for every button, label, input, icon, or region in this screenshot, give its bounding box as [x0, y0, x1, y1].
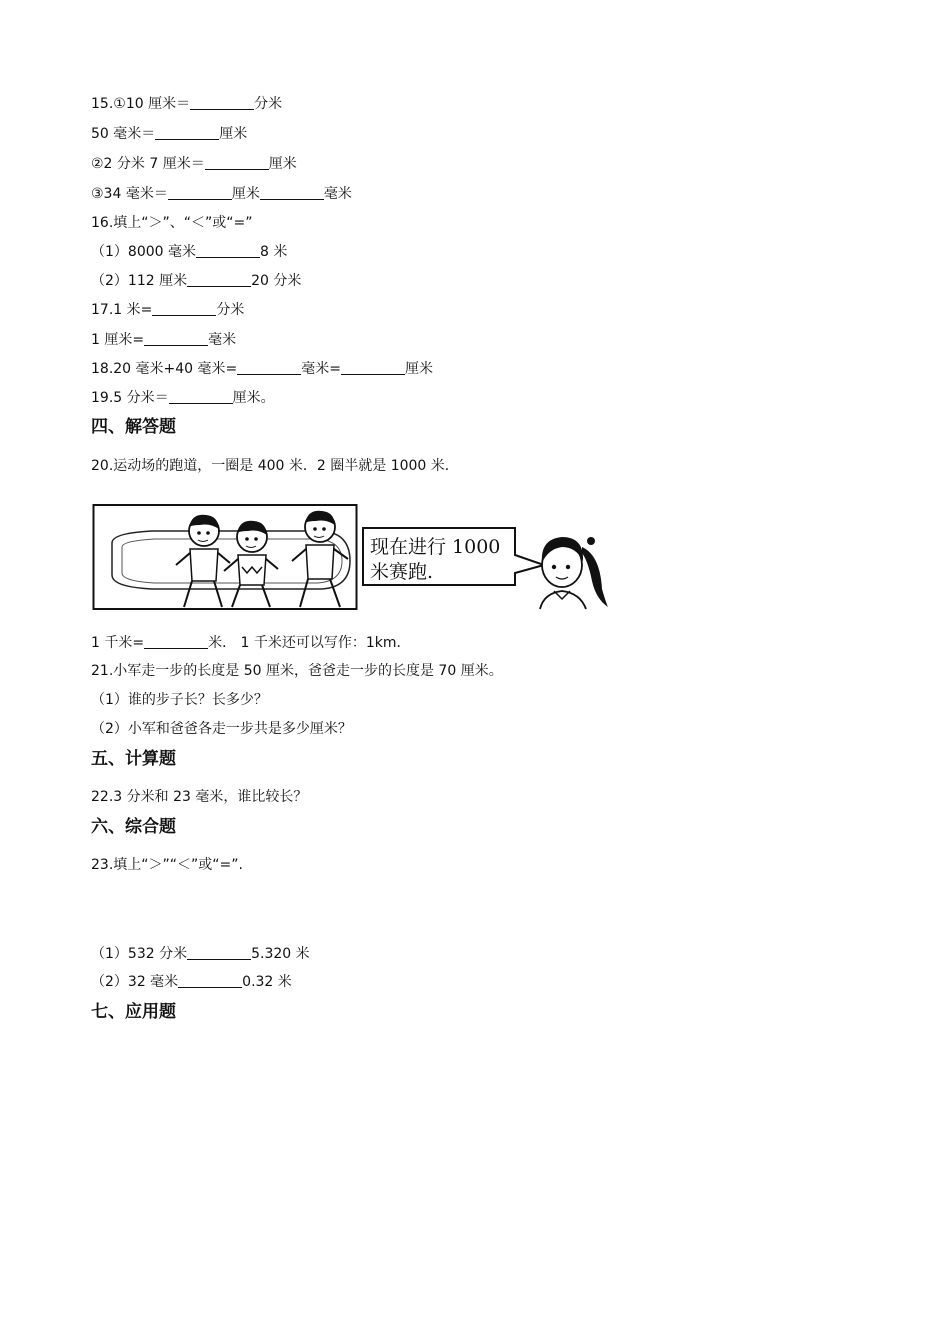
q20-after-unit: 米． 1 千米还可以写作：1km． — [208, 635, 411, 651]
bubble-line-2: 米赛跑. — [370, 561, 434, 583]
q17-line1-text: 17.1 米= — [91, 302, 153, 318]
q20-after-text: 1 千米= — [91, 635, 145, 651]
q19-text: 19.5 分米＝ — [91, 390, 169, 406]
q16-part1 — [91, 243, 287, 261]
q16-part2-unit: 20 分米 — [251, 273, 302, 289]
q23-part2-unit: 0.32 米 — [242, 974, 292, 990]
q23-part1 — [91, 945, 310, 963]
q16-part1-text: （1）8000 毫米 — [91, 244, 196, 260]
q23-part2 — [91, 973, 292, 991]
q17-line1 — [91, 301, 244, 319]
q21-part2: （2）小军和爸爸各走一步共是多少厘米？ — [91, 721, 352, 737]
q18-unit1: 毫米= — [301, 361, 341, 377]
girl-icon — [540, 537, 608, 609]
answer-blank[interactable] — [196, 243, 260, 258]
answer-blank[interactable] — [260, 185, 324, 200]
q17-line2-text: 1 厘米= — [91, 332, 145, 348]
answer-blank[interactable] — [155, 125, 219, 140]
answer-blank[interactable] — [144, 331, 208, 346]
q15-line3-text: ②2 分米 7 厘米＝ — [91, 156, 205, 172]
answer-blank[interactable] — [152, 301, 216, 316]
q16-stem: 16.填上“＞”、“＜”或“=” — [91, 215, 253, 231]
answer-blank[interactable] — [205, 155, 269, 170]
q15-line2-text: 50 毫米＝ — [91, 126, 156, 142]
answer-blank[interactable] — [178, 973, 242, 988]
answer-blank[interactable] — [187, 945, 251, 960]
q15-line4-unit2: 毫米 — [323, 186, 352, 202]
answer-blank[interactable] — [169, 389, 233, 404]
q16-part2 — [91, 272, 301, 290]
q15-line4-unit1: 厘米 — [231, 186, 260, 202]
q15-line3-unit: 厘米 — [268, 156, 297, 172]
q23-stem: 23.填上“＞”“＜”或“=”. — [91, 857, 243, 873]
q21-part1: （1）谁的步子长？长多少？ — [91, 692, 268, 708]
answer-blank[interactable] — [187, 272, 251, 287]
q15-line1-text: 15.①10 厘米＝ — [91, 96, 191, 112]
q16-part2-text: （2）112 厘米 — [91, 273, 188, 289]
q23-part1-unit: 5.320 米 — [251, 946, 310, 962]
answer-blank[interactable] — [168, 185, 232, 200]
answer-blank[interactable] — [341, 360, 405, 375]
q16-part1-unit: 8 米 — [260, 244, 288, 260]
q18-line — [91, 360, 433, 378]
q15-line2 — [91, 125, 247, 143]
section-heading-6: 六、综合题 — [91, 817, 176, 837]
q17-line2 — [91, 331, 236, 349]
answer-blank[interactable] — [144, 634, 208, 649]
answer-blank[interactable] — [237, 360, 301, 375]
q19-unit: 厘米。 — [232, 390, 275, 406]
q20-after — [91, 634, 411, 652]
q19-line — [91, 389, 275, 407]
q23-part1-text: （1）532 分米 — [91, 946, 188, 962]
q22-stem: 22.3 分米和 23 毫米，谁比较长？ — [91, 789, 308, 805]
q15-line2-unit: 厘米 — [219, 126, 248, 142]
section-heading-5: 五、计算题 — [91, 749, 176, 769]
q15-line4-text: ③34 毫米＝ — [91, 186, 168, 202]
q17-line1-unit: 分米 — [216, 302, 245, 318]
q15-line3 — [91, 155, 297, 173]
q23-part2-text: （2）32 毫米 — [91, 974, 179, 990]
q15-line1-unit: 分米 — [254, 96, 283, 112]
running-race-illustration — [92, 503, 612, 613]
q20-stem: 20.运动场的跑道，一圈是 400 米．2 圈半就是 1000 米． — [91, 458, 459, 474]
section-heading-7: 七、应用题 — [91, 1002, 176, 1022]
q18-unit2: 厘米 — [405, 361, 433, 377]
q15-line1 — [91, 95, 282, 113]
q17-line2-unit: 毫米 — [208, 332, 237, 348]
answer-blank[interactable] — [190, 95, 254, 110]
q21-stem: 21.小军走一步的长度是 50 厘米，爸爸走一步的长度是 70 厘米。 — [91, 663, 503, 679]
bubble-line-1: 现在进行 1000 — [370, 536, 501, 558]
q15-line4 — [91, 185, 352, 203]
q18-text: 18.20 毫米+40 毫米= — [91, 361, 238, 377]
section-heading-4: 四、解答题 — [91, 417, 176, 437]
